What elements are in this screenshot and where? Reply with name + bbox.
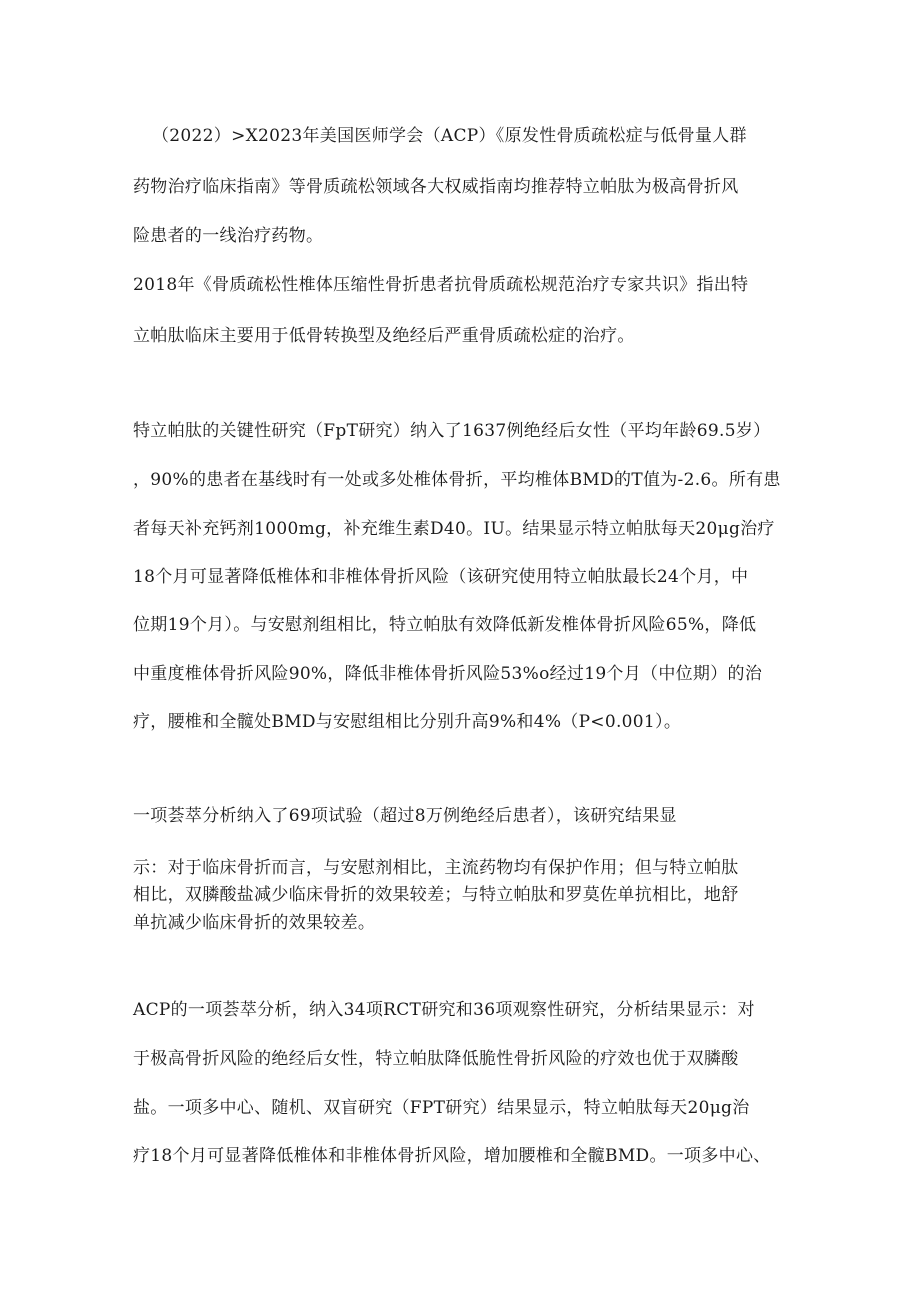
para6-line-2: 于极高骨折风险的绝经后女性，特立帕肽降低脆性骨折风险的疗效也优于双膦酸 (133, 1049, 739, 1069)
para2-line-2: 立帕肽临床主要用于低骨转换型及绝经后严重骨质疏松症的治疗。 (133, 326, 635, 346)
para6-line-4: 疗18个月可显著降低椎体和非椎体骨折风险，增加腰椎和全髋BMD。一项多中心、 (133, 1146, 771, 1166)
para2-line-1: 2018年《骨质疏松性椎体压缩性骨折患者抗骨质疏松规范治疗专家共识》指出特 (133, 275, 749, 295)
para3-line-5: 位期19个月）。与安慰剂组相比，特立帕肽有效降低新发椎体骨折风险65%，降低 (133, 615, 757, 635)
para3-line-3: 者每天补充钙剂1000mg，补充维生素D40。IU。结果显示特立帕肽每天20μg治疗 (133, 519, 775, 539)
para3-line-1: 特立帕肽的关键性研究（FpT研究）纳入了1637例绝经后女性（平均年龄69.5岁） (133, 421, 771, 441)
para6-line-1: ACP的一项荟萃分析，纳入34项RCT研究和36项观察性研究，分析结果显示：对 (133, 1000, 755, 1020)
para3-line-2: ，90%的患者在基线时有一处或多处椎体骨折，平均椎体BMD的T值为-2.6。所有患 (133, 470, 781, 490)
para1-line-1: （2022）>X2023年美国医师学会（ACP）《原发性骨质疏松症与低骨量人群 (152, 126, 747, 146)
para3-line-7: 疗，腰椎和全髋处BMD与安慰组相比分别升高9%和4%（P<0.001）。 (133, 712, 682, 732)
para6-line-3: 盐。一项多中心、随机、双盲研究（FPT研究）结果显示，特立帕肽每天20μg治 (133, 1098, 750, 1118)
para5-line-3: 单抗减少临床骨折的效果较差。 (133, 913, 376, 933)
para1-line-2: 药物治疗临床指南》等骨质疏松领域各大权威指南均推荐特立帕肽为极高骨折风 (133, 177, 739, 197)
para3-line-6: 中重度椎体骨折风险90%，降低非椎体骨折风险53%o经过19个月（中位期）的治 (133, 664, 763, 684)
para1-line-3: 险患者的一线治疗药物。 (133, 226, 324, 246)
para5-line-1: 示：对于临床骨折而言，与安慰剂相比，主流药物均有保护作用；但与特立帕肽 (133, 858, 739, 878)
para3-line-4: 18个月可显著降低椎体和非椎体骨折风险（该研究使用特立帕肽最长24个月，中 (133, 567, 749, 587)
para4-line-1: 一项荟萃分析纳入了69项试验（超过8万例绝经后患者），该研究结果显 (133, 806, 677, 826)
para5-line-2: 相比，双膦酸盐减少临床骨折的效果较差；与特立帕肽和罗莫佐单抗相比，地舒 (133, 885, 739, 905)
